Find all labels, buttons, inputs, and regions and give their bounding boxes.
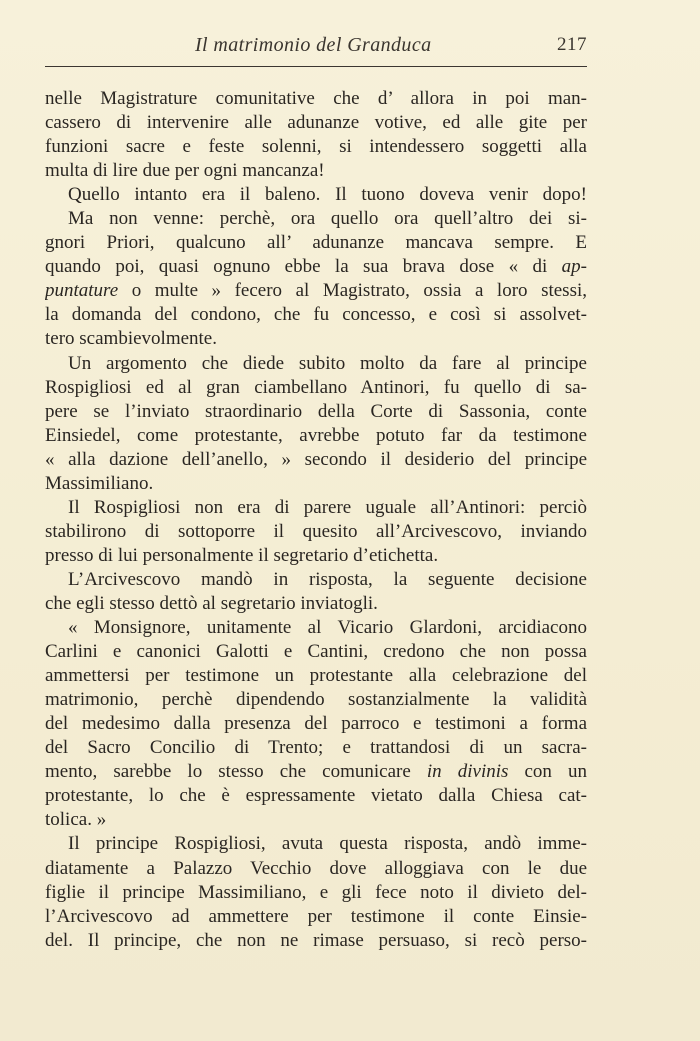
text-segment: quando poi, quasi ognuno ebbe la sua brava dose « di [45, 256, 562, 278]
text-line: ammettersi per testimone un protestante alla celebrazione del [45, 665, 587, 687]
text-line: Quello intanto era il baleno. Il tuono doveva venir dopo! [68, 184, 587, 206]
text-line: tero scambievolmente. [45, 328, 217, 350]
text-line: gnori Priori, qualcuno all’ adunanze mancava sempre. E [45, 232, 587, 254]
text-line [45, 255, 587, 279]
italic-text: puntature [45, 280, 119, 302]
text-line: pere se l’inviato straordinario della Corte di Sassonia, conte [45, 400, 587, 422]
text-segment: con un [508, 761, 587, 783]
text-line: « Monsignore, unitamente al Vicario Glardoni, arcidiacono [68, 617, 587, 639]
running-title: Il matrimonio del Granduca [195, 34, 432, 56]
header-rule [45, 66, 587, 67]
text-line: multa di lire due per ogni mancanza! [45, 160, 325, 182]
text-line: nelle Magistrature comunitative che d’ allora in poi man- [45, 88, 587, 109]
text-line: cassero di intervenire alle adunanze votive, ed alle gite per [45, 112, 587, 134]
text-line: del Sacro Concilio di Trento; e trattandosi di un sacra- [45, 737, 587, 759]
text-line [45, 279, 587, 303]
italic-text: in divinis [426, 761, 509, 783]
text-segment: o multe » fecero al Magistrato, ossia a loro stessi, [118, 280, 587, 302]
text-line: Massimiliano. [45, 472, 154, 494]
text-line: L’Arcivescovo mandò in risposta, la seguente decisione [68, 568, 587, 590]
text-segment: mento, sarebbe lo stesso che comunicare [45, 761, 427, 783]
text-line: la domanda del condono, che fu concesso, e così si assolvet- [45, 304, 587, 326]
text-line: Ma non venne: perchè, ora quello ora quell’altro dei si- [68, 208, 587, 230]
text-line: presso di lui personalmente il segretario d’etichetta. [45, 544, 439, 566]
text-line: Il Rospigliosi non era di parere uguale all’Antinori: perciò [68, 496, 587, 518]
text-line: del. Il principe, che non ne rimase persuaso, si recò perso- [45, 929, 587, 951]
text-line: figlie il principe Massimiliano, e gli fece noto il divieto del- [45, 881, 587, 903]
text-line: « alla dazione dell’anello, » secondo il desiderio del principe [45, 448, 587, 470]
text-line: che egli stesso dettò al segretario inviatogli. [45, 592, 378, 614]
text-line: Il principe Rospigliosi, avuta questa risposta, andò imme- [68, 833, 587, 855]
text-line [45, 760, 587, 784]
text-line: del medesimo dalla presenza del parroco e testimoni a forma [45, 713, 587, 735]
text-line: stabilirono di sottoporre il quesito all’Arcivescovo, inviando [45, 520, 587, 542]
text-line: l’Arcivescovo ad ammettere per testimone il conte Einsie- [45, 905, 587, 927]
page-number: 217 [557, 34, 587, 55]
body-text [45, 87, 587, 953]
text-line: Carlini e canonici Galotti e Cantini, credono che non possa [45, 641, 587, 663]
text-line: protestante, lo che è espressamente vietato dalla Chiesa cat- [45, 785, 587, 807]
text-line: funzioni sacre e feste solenni, si intendessero soggetti alla [45, 136, 587, 158]
text-line: diatamente a Palazzo Vecchio dove alloggiava con le due [45, 857, 587, 879]
page-header [45, 32, 587, 60]
text-line: Einsiedel, come protestante, avrebbe potuto far da testimone [45, 424, 587, 446]
italic-text: ap- [561, 256, 587, 278]
text-line: matrimonio, perchè dipendendo sostanzialmente la validità [45, 689, 587, 711]
text-line: Rospigliosi ed al gran ciambellano Antinori, fu quello di sa- [45, 376, 587, 398]
text-line: tolica. » [45, 809, 107, 831]
text-line: Un argomento che diede subito molto da fare al principe [68, 352, 587, 374]
